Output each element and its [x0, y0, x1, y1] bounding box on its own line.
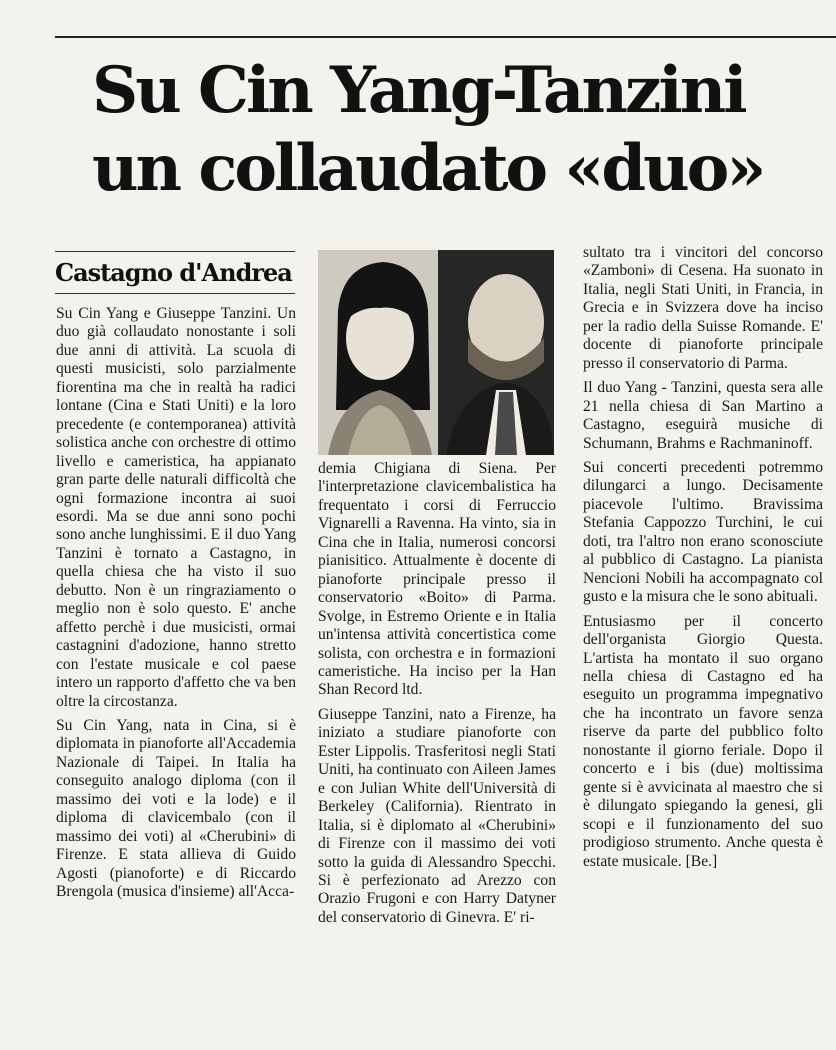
- portrait-photo-icon: [318, 250, 554, 455]
- portrait-photo: [318, 250, 554, 455]
- paragraph: demia Chigiana di Siena. Per l'interpretazione clavicembalistica ha frequentato i corsi di Ferruccio Vignarelli a Ravenna. Ha vinto, sia in Cina che in Italia, numerosi concorsi pianisitico. Attualmente è docente di pianoforte principale presso il conservatorio «Boito» di Parma. Svolge, in Estremo Oriente e in Italia un'intensa attività concertistica come solista, con orchestra e in formazioni cameristiche. Ha inciso per la Han Shan Record ltd.: [318, 460, 556, 699]
- byline-rule-bottom: [55, 293, 295, 294]
- article-column-1: [56, 305, 296, 908]
- article-column-2: [318, 460, 556, 933]
- headline-line-1: Su Cin Yang-Tanzini: [92, 53, 745, 128]
- paragraph: Su Cin Yang, nata in Cina, si è diplomata in pianoforte all'Accademia Nazionale di Taipei. In Italia ha conseguito analogo diploma (con il massimo dei voti e la lode) e il diploma di clavicembalo (con il massimo dei voti) al «Cherubini» di Firenze. E stata allieva di Guido Agosti (pianoforte) e di Riccardo Brengola (musica d'insieme) all'Acca-: [56, 716, 296, 901]
- byline: Castagno d'Andrea: [55, 258, 292, 287]
- article-column-3: [583, 244, 823, 877]
- paragraph: Entusiasmo per il concerto dell'organista Giorgio Questa. L'artista ha montato il suo organo nella chiesa di Castagno ed ha eseguito un programma impegnativo che ha incontrato un favore senza riserve da parte del pubblico folto nonostante il giorno feriale. Dopo il concerto e i bis (due) moltissima gente si è avvicinata al maestro che si è dilungato spiegando la genesi, gli scopi e il funzionamento del suo prodigioso strumento. Anche questa è estate musicale. [Be.]: [583, 612, 823, 870]
- byline-rule-top: [55, 251, 295, 252]
- top-rule: [55, 36, 836, 38]
- paragraph: Sui concerti precedenti potremmo dilungarci a lungo. Decisamente piacevole l'ultimo. Bravissima Stefania Cappozzo Turchini, le cui doti, tra l'altro non erano sconosciute al pubblico di Castagno. La pianista Nencioni Nobili ha accompagnato col gusto e la misura che le sono abituali.: [583, 458, 823, 606]
- paragraph: sultato tra i vincitori del concorso «Zamboni» di Cesena. Ha suonato in Italia, negli Stati Uniti, in Francia, in Grecia e in Svizzera dove ha inciso per la radio della Suisse Romande. E' docente di pianoforte principale presso il conservatorio di Parma.: [583, 244, 823, 372]
- paragraph: Su Cin Yang e Giuseppe Tanzini. Un duo già collaudato nonostante i soli due anni di attività. La scuola di questi musicisti, solo parzialmente fiorentina ma che in realtà ha radici lontane (Cina e Stati Uniti) e la loro precedente (e contemporanea) attività solistica anche con orchestre di ottimo livello e cameristica, ha appianato gran parte delle naturali difficoltà che ogni formazione incontra ai suoi esordi. Ma se due anni sono pochi sono anche lunghissimi. E il duo Yang Tanzini è tornato a Castagno, in quella chiesa che ha visto il suo debutto. Non è un ringraziamento o meglio non è solo questo. E' anche affetto perchè i due musicisti, ormai castagnini d'adozione, hanno stretto con l'estate musicale e col paese intero un rapporto d'affetto che va ben oltre la circostanza.: [56, 305, 296, 710]
- headline: [92, 52, 832, 208]
- headline-line-2: un collaudato «duo»: [92, 131, 764, 206]
- paragraph: Giuseppe Tanzini, nato a Firenze, ha iniziato a studiare pianoforte con Ester Lippolis. Trasferitosi negli Stati Uniti, ha continuato con Aileen James e con Julian White dell'Università di Berkeley (California). Rientrato in Italia, si è diplomato al «Cherubini» di Firenze con il massimo dei voti sotto la guida di Alessandro Specchi. Si è perfezionato ad Arezzo con Orazio Frugoni e con Harry Datyner del conservatorio di Ginevra. E' ri-: [318, 705, 556, 926]
- paragraph: Il duo Yang - Tanzini, questa sera alle 21 nella chiesa di San Martino a Castagno, eseguirà musiche di Schumann, Brahms e Rachmaninoff.: [583, 379, 823, 452]
